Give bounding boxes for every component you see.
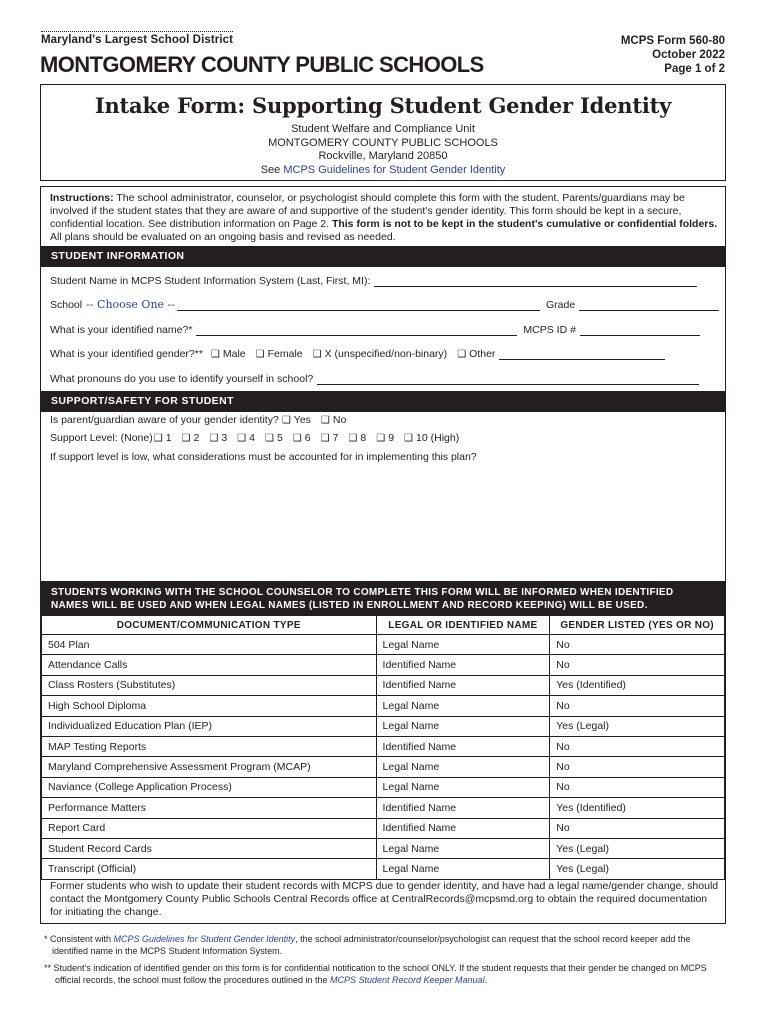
cell-gender-listed: Yes (Identified) [550,675,725,695]
low-support-label: If support level is low, what considerations must be accounted for in implementing this plan? [50,451,477,463]
footnote-1-text: , the school administrator/counselor/psychologist can request that the school record keeper add the identified name in the MCPS Student Information System. [52,934,691,956]
cell-document: Individualized Education Plan (IEP) [42,716,377,736]
low-support-textarea[interactable] [50,470,720,578]
table-row [42,675,725,695]
cell-gender-listed: Yes (Legal) [550,838,725,858]
level-5-label: 5 [276,432,283,444]
cell-document: Attendance Calls [42,655,377,675]
gender-x-checkbox[interactable]: ❑ [312,349,322,360]
table-row [42,696,725,716]
cell-document: Class Rosters (Substitutes) [42,675,377,695]
col-header-gender: GENDER LISTED (YES OR NO) [550,616,725,635]
cell-name-type: Identified Name [376,818,550,838]
aware-yes-label: Yes [293,414,311,426]
level-2-checkbox[interactable]: ❑ [181,433,191,444]
level-10-checkbox[interactable]: ❑ [404,433,414,444]
form-number: MCPS Form 560-80 [620,35,725,47]
level-8-label: 8 [360,432,367,444]
grade-label: Grade [545,299,576,311]
footnote-2-text: . [484,975,488,985]
district-tagline: Maryland's Largest School District [41,31,233,46]
page-number: Page 1 of 2 [664,63,725,75]
cell-document: Performance Matters [42,798,377,818]
level-10-label: 10 (High) [416,432,460,444]
table-row [42,736,725,756]
table-row [42,716,725,736]
level-2-label: 2 [193,432,200,444]
cell-gender-listed: No [550,696,725,716]
table-row [42,838,725,858]
pronouns-label: What pronouns do you use to identify yourself in school? [50,373,314,385]
cell-gender-listed: Yes (Legal) [550,716,725,736]
unit-name: Student Welfare and Compliance Unit [291,123,475,135]
gender-female-label: Female [267,348,303,360]
cell-gender-listed: No [550,635,725,655]
level-6-checkbox[interactable]: ❑ [292,433,302,444]
level-1-checkbox[interactable]: ❑ [153,433,163,444]
table-row [42,655,725,675]
org-name: MONTGOMERY COUNTY PUBLIC SCHOOLS [268,136,498,149]
aware-no-checkbox[interactable]: ❑ [320,415,330,426]
table-row [42,818,725,838]
level-9-label: 9 [388,432,395,444]
student-info-bar: STUDENT INFORMATION [41,246,725,267]
level-7-label: 7 [332,432,339,444]
instructions-warning: This form is not to be kept in the student's cumulative or confidential folders. [331,218,718,230]
level-4-label: 4 [249,432,255,444]
form-date: October 2022 [652,49,725,61]
cell-name-type: Legal Name [376,696,550,716]
instructions-label: Instructions: [50,192,114,204]
table-row [42,859,725,879]
former-students-note: Former students who wish to update their student records with MCPS due to gender identity, and have had a legal name/gender change, should contact the Montgomery County Public Schools Central Records office at CentralRecords@mcpsmd.org to obtain the required documentation for initiating the change. [50,880,719,918]
cell-gender-listed: Yes (Identified) [550,798,725,818]
mcps-id-label: MCPS ID # [523,324,576,336]
org-location: Rockville, Maryland 20850 [318,150,448,162]
cell-name-type: Legal Name [376,757,550,777]
cell-document: Transcript (Official) [42,859,377,879]
identified-name-row [50,324,700,336]
level-7-checkbox[interactable]: ❑ [320,433,330,444]
identified-name-label: What is your identified name?* [50,324,193,336]
parent-aware-label: Is parent/guardian aware of your gender identity? [50,414,279,426]
guidelines-line [41,164,725,178]
cell-name-type: Identified Name [376,798,550,818]
footnote-2-prefix: ** Student's indication of identified gender on this form is for confidential notification to the school ONLY. If the student requests that their gender be changed on MCPS official records, the school must follow the procedures outlined in the [44,963,707,985]
gender-label: What is your identified gender?** [50,348,203,360]
student-name-field[interactable] [374,276,697,287]
cell-gender-listed: No [550,757,725,777]
gender-other-label: Other [469,348,496,360]
pronouns-row [50,373,699,385]
cell-name-type: Legal Name [376,838,550,858]
cell-name-type: Legal Name [376,716,550,736]
notice-line-2: NAMES WILL BE USED AND WHEN LEGAL NAMES (LISTED IN ENROLLMENT AND RECORD KEEPING) WILL BE USED. [51,600,648,611]
cell-gender-listed: No [550,736,725,756]
support-bar: SUPPORT/SAFETY FOR STUDENT [41,391,725,412]
cell-name-type: Identified Name [376,675,550,695]
student-name-row [50,275,697,287]
title-box [40,84,726,181]
instructions-text: The school administrator, counselor, or psychologist should complete this form with the student. Parents/guardians may be involved if the student states that they are aware of and supportive of the student's gender identity. This form should be kept in a secure, confidential location. See distribution information on Page 2. [50,192,685,230]
level-1-label: 1 [165,432,172,444]
gender-row [50,348,665,360]
district-name: MONTGOMERY COUNTY PUBLIC SCHOOLS [40,52,484,77]
footnote-identified-name [44,933,720,957]
gender-male-checkbox[interactable]: ❑ [210,349,220,360]
school-label: School [50,299,83,311]
footnote-1-prefix: * Consistent with [44,934,114,944]
footnote-2-link[interactable]: MCPS Student Record Keeper Manual [329,975,485,985]
cell-document: MAP Testing Reports [42,736,377,756]
gender-female-checkbox[interactable]: ❑ [255,349,265,360]
gender-male-label: Male [222,348,246,360]
cell-name-type: Identified Name [376,736,550,756]
mcps-id-field[interactable] [580,325,700,336]
school-select-line[interactable] [177,300,540,311]
gender-other-checkbox[interactable]: ❑ [457,349,467,360]
aware-no-label: No [332,414,347,426]
guidelines-link[interactable]: MCPS Guidelines for Student Gender Identity [283,163,506,176]
gender-other-field[interactable] [499,349,665,360]
cell-document: Naviance (College Application Process) [42,777,377,797]
cell-document: Student Record Cards [42,838,377,858]
col-header-name: LEGAL OR IDENTIFIED NAME [376,616,550,635]
level-3-checkbox[interactable]: ❑ [209,433,219,444]
instructions [50,192,720,244]
cell-document: Report Card [42,818,377,838]
table-row [42,798,725,818]
footnote-1-link[interactable]: MCPS Guidelines for Student Gender Identity [113,934,296,944]
page-title: Intake Form: Supporting Student Gender Identity [94,93,672,118]
level-3-label: 3 [221,432,228,444]
form-info [621,34,725,76]
cell-gender-listed: No [550,818,725,838]
cell-name-type: Legal Name [376,635,550,655]
level-5-checkbox[interactable]: ❑ [264,433,274,444]
col-header-document: DOCUMENT/COMMUNICATION TYPE [42,616,377,635]
cell-name-type: Identified Name [376,655,550,675]
cell-document: High School Diploma [42,696,377,716]
cell-gender-listed: Yes (Legal) [550,859,725,879]
table-row [42,777,725,797]
records-table [41,615,725,880]
level-4-checkbox[interactable]: ❑ [237,433,247,444]
cell-gender-listed: No [550,777,725,797]
support-level-label: Support Level: (None) [50,432,153,444]
school-select[interactable]: -- Choose One -- [86,298,175,311]
footnote-gender [44,962,720,986]
level-9-checkbox[interactable]: ❑ [376,433,386,444]
cell-name-type: Legal Name [376,777,550,797]
aware-yes-checkbox[interactable]: ❑ [281,415,291,426]
grade-field[interactable] [579,300,719,311]
instructions-text-end: All plans should be evaluated on an ongoing basis and revised as needed. [50,231,396,243]
cell-gender-listed: No [550,655,725,675]
cell-document: 504 Plan [42,635,377,655]
identified-name-field[interactable] [196,325,517,336]
level-6-label: 6 [304,432,311,444]
table-header-row [42,616,725,635]
student-name-label: Student Name in MCPS Student Information System (Last, First, MI): [50,275,371,287]
notice-line-1: STUDENTS WORKING WITH THE SCHOOL COUNSELOR TO COMPLETE THIS FORM WILL BE INFORMED WHEN IDENTIFIED [51,587,674,598]
see-prefix: See [260,163,284,176]
cell-document: Maryland Comprehensive Assessment Program (MCAP) [42,757,377,777]
table-row [42,757,725,777]
cell-name-type: Legal Name [376,859,550,879]
pronouns-field[interactable] [317,374,699,385]
table-row [42,635,725,655]
support-level-row [50,432,459,444]
notice-bar [41,581,725,615]
gender-x-label: X (unspecified/non-binary) [324,348,448,360]
school-row [50,298,719,311]
level-8-checkbox[interactable]: ❑ [348,433,358,444]
parent-aware-row [50,414,346,426]
